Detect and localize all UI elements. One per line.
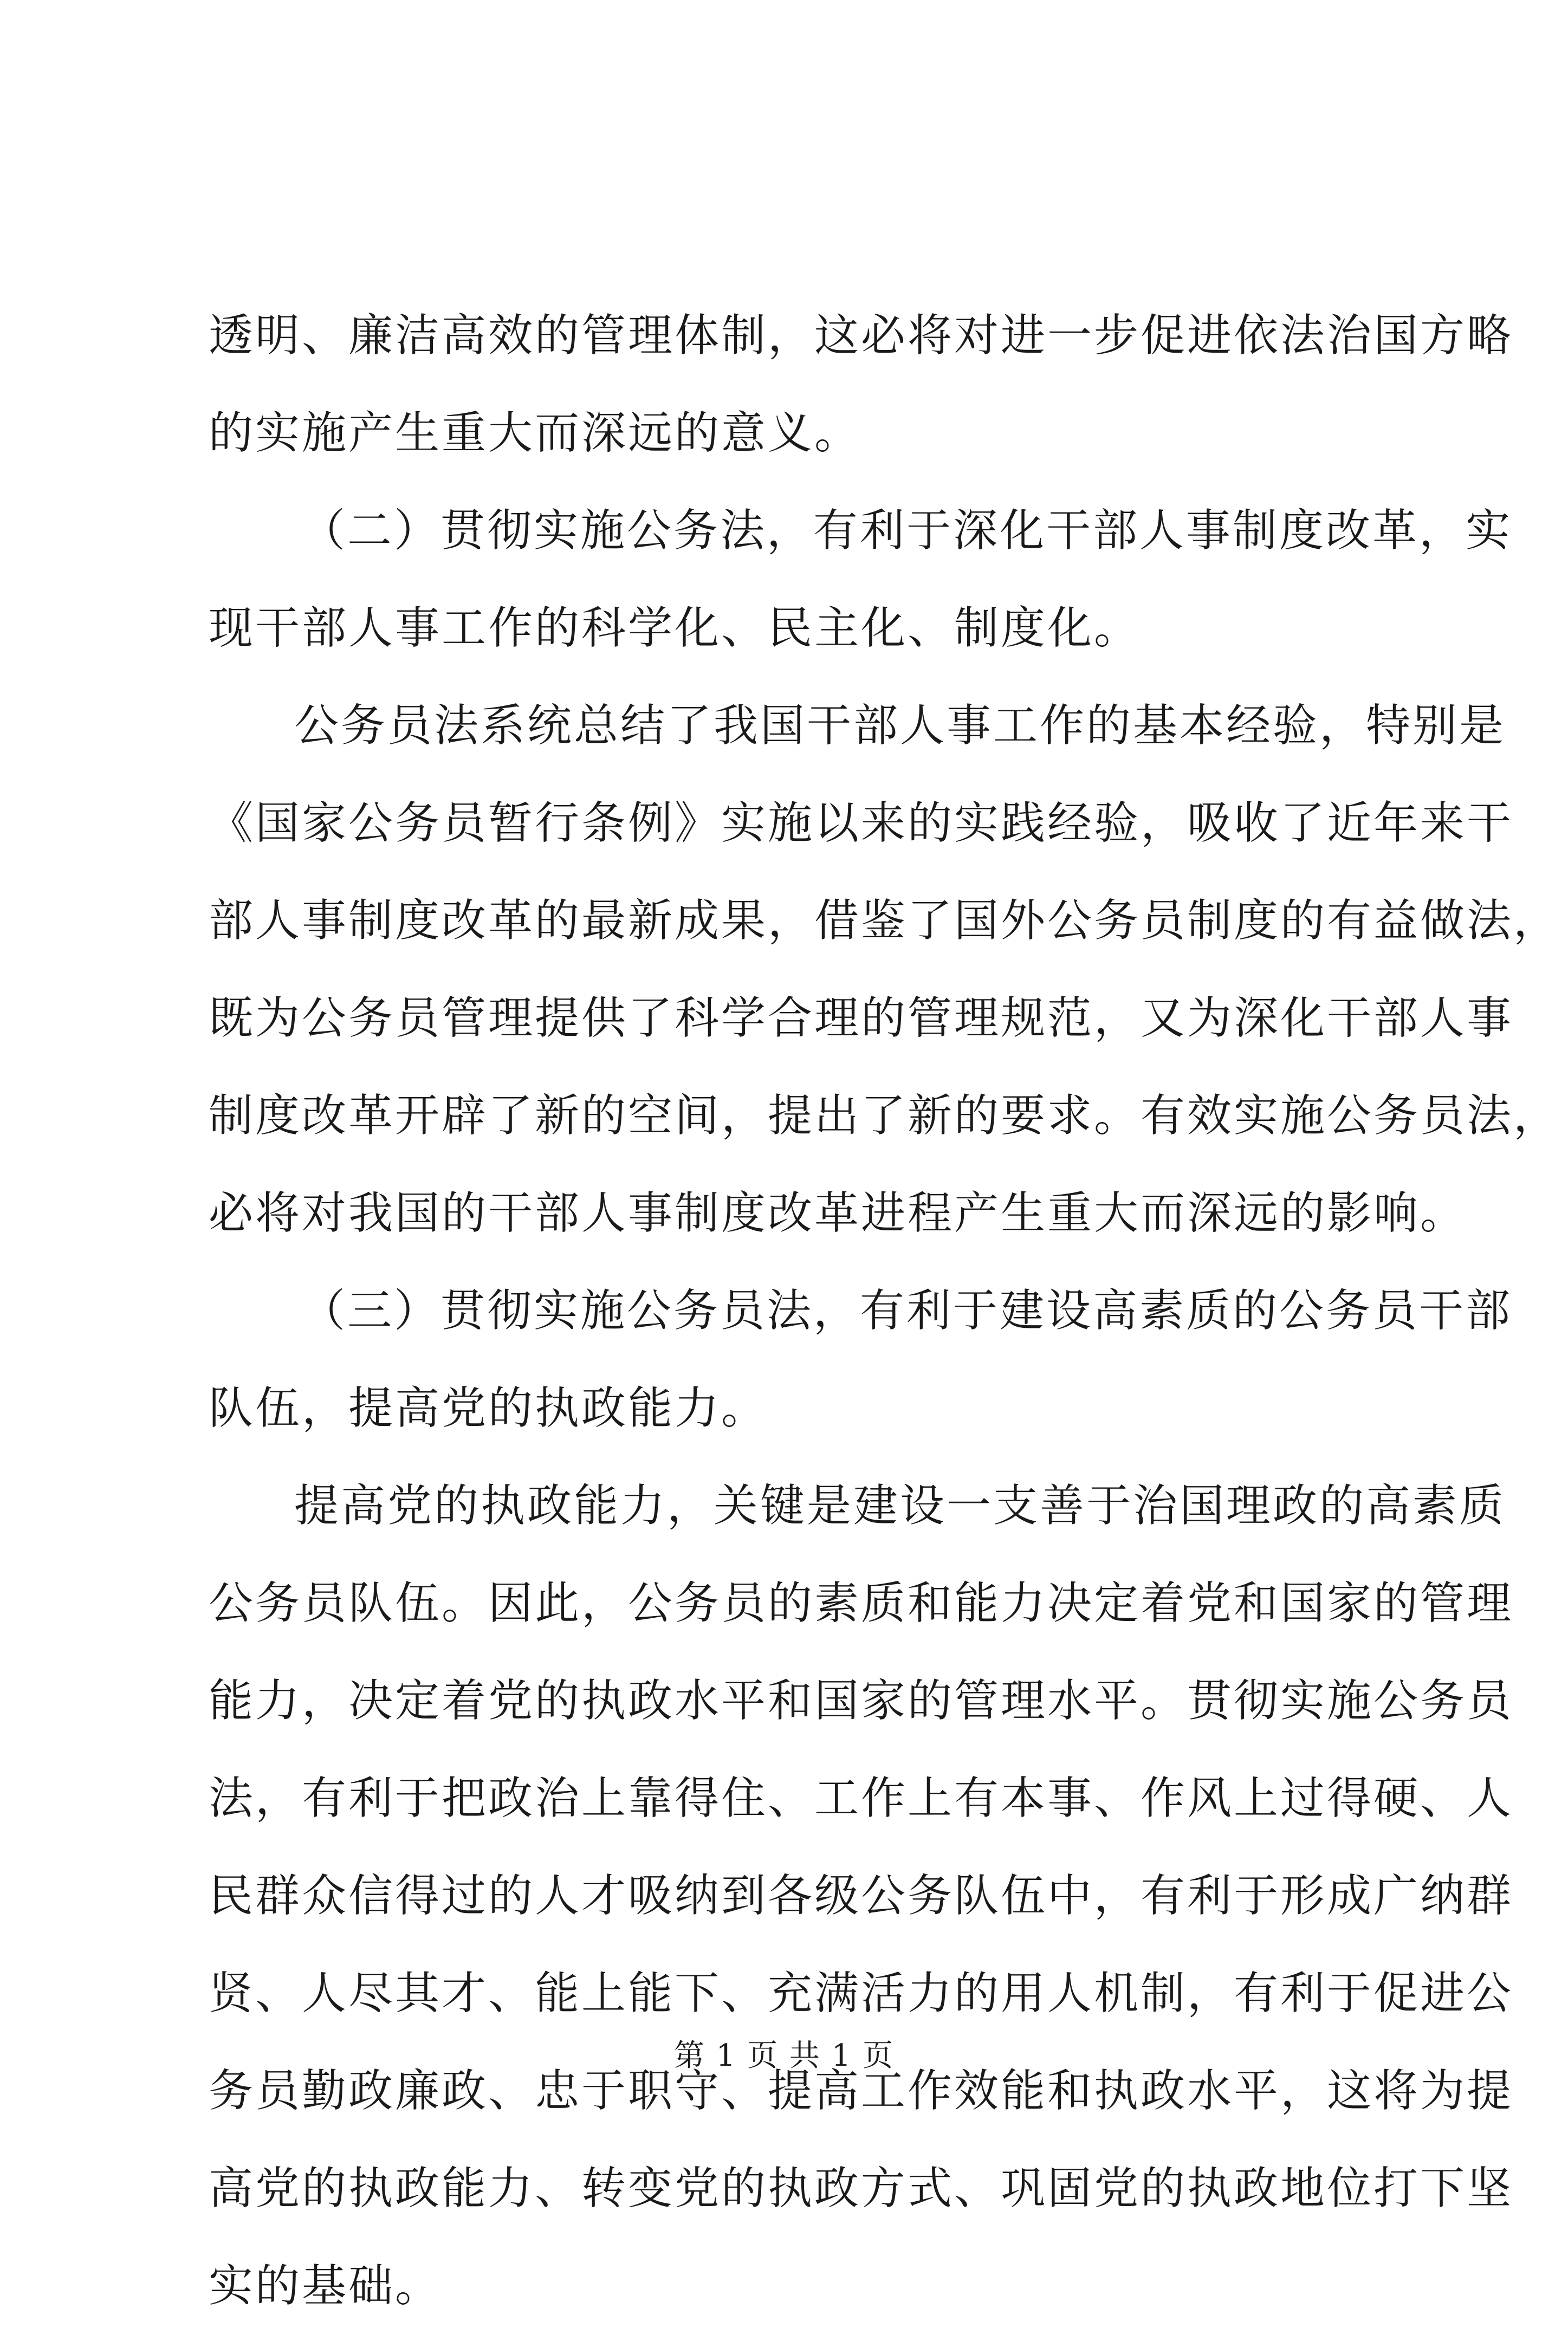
body-line: 实的基础。	[209, 2260, 442, 2312]
section-heading-3: （三）贯彻实施公务员法，有利于建设高素质的公务员干部	[301, 1285, 1513, 1337]
body-line: 法，有利于把政治上靠得住、工作上有本事、作风上过得硬、人	[209, 1773, 1514, 1824]
body-line: 《国家公务员暂行条例》实施以来的实践经验，吸收了近年来干	[209, 797, 1514, 849]
body-line: 制度改革开辟了新的空间，提出了新的要求。有效实施公务员法，	[209, 1090, 1560, 1141]
section-heading-2: （二）贯彻实施公务法，有利于深化干部人事制度改革，实	[301, 505, 1513, 556]
paragraph-start: 公务员法系统总结了我国干部人事工作的基本经验，特别是	[294, 700, 1506, 751]
body-line: 必将对我国的干部人事制度改革进程产生重大而深远的影响。	[209, 1188, 1467, 1239]
section-heading-2-cont: 现干部人事工作的科学化、民主化、制度化。	[209, 602, 1141, 654]
page-footer: 第 1 页 共 1 页	[673, 2038, 895, 2073]
body-line: 民群众信得过的人才吸纳到各级公务队伍中，有利于形成广纳群	[209, 1870, 1514, 1922]
body-line: 的实施产生重大而深远的意义。	[209, 407, 861, 459]
body-line: 透明、廉洁高效的管理体制，这必将对进一步促进依法治国方略	[209, 310, 1514, 361]
paragraph-start: 提高党的执政能力，关键是建设一支善于治国理政的高素质	[294, 1480, 1506, 1532]
body-line: 公务员队伍。因此，公务员的素质和能力决定着党和国家的管理	[209, 1578, 1514, 1629]
document-body	[209, 287, 1560, 2335]
body-line: 贤、人尽其才、能上能下、充满活力的用人机制，有利于促进公	[209, 1968, 1514, 2019]
section-heading-3-cont: 队伍，提高党的执政能力。	[209, 1383, 768, 1434]
body-line: 既为公务员管理提供了科学合理的管理规范，又为深化干部人事	[209, 993, 1514, 1044]
body-line: 务员勤政廉政、忠于职守、提高工作效能和执政水平，这将为提	[209, 2065, 1514, 2117]
body-line: 高党的执政能力、转变党的执政方式、巩固党的执政地位打下坚	[209, 2163, 1514, 2214]
body-line: 部人事制度改革的最新成果，借鉴了国外公务员制度的有益做法，	[209, 895, 1560, 946]
body-line: 能力，决定着党的执政水平和国家的管理水平。贯彻实施公务员	[209, 1675, 1514, 1727]
